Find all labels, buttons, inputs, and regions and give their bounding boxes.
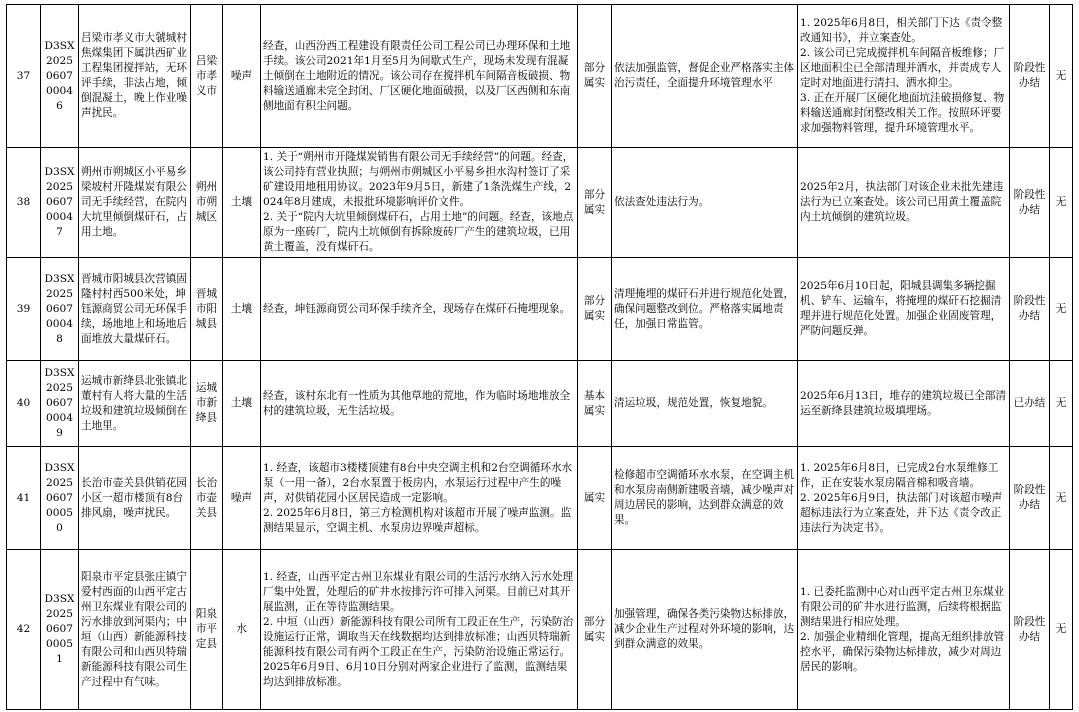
accountability-cell: 无 (1050, 148, 1073, 258)
row-number-cell: 41 (7, 447, 41, 550)
complaint-code-cell: D3SX2025060700048 (41, 258, 79, 361)
investigation-finding-cell: 1. 经查，该超市3楼楼顶建有8台中央空调主机和2台空调循环水水泵（一用一备），2台水泵置于板房内，水泵运行过程中产生的噪声，对供销花园小区居民造成一定影响。 2. 2025年6月8日，第三方检测机构对该超市开展了噪声监测。监测结果显示，空调主机、水泵房边界噪声超标。 (261, 447, 578, 550)
case-status-cell: 已办结 (1010, 361, 1050, 447)
complaint-content-cell: 晋城市阳城县次营镇固隆村村西500米处，坤钰源商贸公司无环保手续，场地地上和场地后面堆放大量煤矸石。 (79, 258, 191, 361)
administrative-area-cell: 吕梁市孝义市 (191, 5, 223, 148)
investigation-finding-cell: 经查，该村东北有一性质为其他草地的荒地，作为临时场地堆放全村的建筑垃圾，无生活垃圾。 (261, 361, 578, 447)
accountability-cell: 无 (1050, 361, 1073, 447)
pollution-type-cell: 噪声 (223, 447, 261, 550)
investigation-finding-cell: 经查，坤钰源商贸公司环保手续齐全，现场存在煤矸石掩埋现象。 (261, 258, 578, 361)
investigation-finding-cell: 1. 关于“朔州市开隆煤炭销售有限公司无手续经营”的问题。经查，该公司持有营业执照；与朔州市朔城区小平易乡担水沟村签订了采矿建设用地租用协议。2023年9月5日，新建了1条洗煤生产线，2024年8月建成，未报批环境影响评价文件。 2. 关于“院内大坑里倾倒煤矸石，占用土地”的问题。经查，该地点原为一座砖厂，院内土坑倾倒有拆除废砖厂产生的建筑垃圾，已用黄土覆盖，没有煤矸石。 (261, 148, 578, 258)
table-row (7, 550, 1073, 710)
complaint-code-cell: D3SX2025060700046 (41, 5, 79, 148)
case-status-cell: 阶段性办结 (1010, 550, 1050, 710)
verdict-cell: 部分属实 (578, 550, 612, 710)
rectification-progress-cell: 2025年6月13日，堆存的建筑垃圾已全部清运至新绛县建筑垃圾填埋场。 (798, 361, 1010, 447)
table-row (7, 148, 1073, 258)
rectification-progress-cell: 1. 2025年6月8日，已完成2台水泵维修工作，正在安装水泵房隔音棉和吸音墙。 2. 2025年6月9日，执法部门对该超市噪声超标违法行为立案查处，并下达《责令改正违法行为决定书》。 (798, 447, 1010, 550)
pollution-type-cell: 噪声 (223, 5, 261, 148)
case-status-cell: 阶段性办结 (1010, 447, 1050, 550)
complaint-content-cell: 阳泉市平定县张庄镇宁爱村西面的山西平定古州卫东煤业有限公司的污水排放到河渠内；中垣（山西）新能源科技有限公司和山西贝特瑞新能源科技有限公司生产过程中有气味。 (79, 550, 191, 710)
verdict-cell: 属实 (578, 447, 612, 550)
verdict-cell: 部分属实 (578, 258, 612, 361)
row-number-cell: 37 (7, 5, 41, 148)
case-status-cell: 阶段性办结 (1010, 258, 1050, 361)
row-number-cell: 40 (7, 361, 41, 447)
handling-measure-cell: 检修超市空调循环水水泵，在空调主机和水泵房南侧新建吸音墙，减少噪声对周边居民的影响，达到群众满意的效果。 (612, 447, 798, 550)
case-status-cell: 阶段性办结 (1010, 148, 1050, 258)
rectification-progress-cell: 1. 已委托监测中心对山西平定古州卫东煤业有限公司的矿井水进行监测，后续将根据监测结果进行相应处理。 2. 加强企业精细化管理，提高无组织排放管控水平，确保污染物达标排放，减少对周边居民的影响。 (798, 550, 1010, 710)
investigation-finding-cell: 经查，山西汾西工程建设有限责任公司工程公司已办理环保和土地手续。该公司2021年1月至5月为间歇式生产，现场未发现有混凝土倾倒在土地附近的情况。该公司存在搅拌机车间隔音板破损、物料输送通廊未完全封闭、厂区硬化地面破损，以及厂区西侧和东南侧地面有积尘问题。 (261, 5, 578, 148)
verdict-cell: 部分属实 (578, 5, 612, 148)
pollution-type-cell: 土壤 (223, 148, 261, 258)
pollution-type-cell: 土壤 (223, 361, 261, 447)
complaint-code-cell: D3SX2025060700049 (41, 361, 79, 447)
handling-measure-cell: 清运垃圾，规范处置，恢复地貌。 (612, 361, 798, 447)
pollution-type-cell: 水 (223, 550, 261, 710)
administrative-area-cell: 阳泉市平定县 (191, 550, 223, 710)
complaint-content-cell: 运城市新绛县北张镇北董村有人将大量的生活垃圾和建筑垃圾倾倒在土地里。 (79, 361, 191, 447)
complaint-code-cell: D3SX2025060700047 (41, 148, 79, 258)
table-row (7, 5, 1073, 148)
accountability-cell: 无 (1050, 550, 1073, 710)
complaint-content-cell: 朔州市朔城区小平易乡梁坡村开隆煤炭有限公司无手续经营，在院内大坑里倾倒煤矸石，占用土地。 (79, 148, 191, 258)
investigation-finding-cell: 1. 经查，山西平定古州卫东煤业有限公司的生活污水纳入污水处理厂集中处置，处理后的矿井水按排污许可排入河渠。目前已对其开展监测，正在等待监测结果。 2. 中垣（山西）新能源科技有限公司所有工段正在生产，污染防治设施运行正常，调取当天在线数据均达到排放标准；山西贝特瑞新能源科技有限公司有两个工段正在生产，污染防治设施正常运行。2025年6月9日、6月10日分别对两家企业进行了监测，监测结果均达到排放标准。 (261, 550, 578, 710)
accountability-cell: 无 (1050, 258, 1073, 361)
handling-measure-cell: 依法查处违法行为。 (612, 148, 798, 258)
administrative-area-cell: 长治市壶关县 (191, 447, 223, 550)
complaint-code-cell: D3SX2025060700051 (41, 550, 79, 710)
complaint-code-cell: D3SX2025060700050 (41, 447, 79, 550)
administrative-area-cell: 晋城市阳城县 (191, 258, 223, 361)
verdict-cell: 基本属实 (578, 361, 612, 447)
case-status-cell: 阶段性办结 (1010, 5, 1050, 148)
accountability-cell: 无 (1050, 5, 1073, 148)
table-row (7, 361, 1073, 447)
handling-measure-cell: 清理掩埋的煤矸石并进行规范化处置，确保问题整改到位。严格落实属地责任，加强日常监管。 (612, 258, 798, 361)
accountability-cell: 无 (1050, 447, 1073, 550)
rectification-progress-cell: 1. 2025年6月8日，相关部门下达《责令整改通知书》，并立案查处。 2. 该公司已完成搅拌机车间隔音板维修；厂区地面积尘已全部清理并洒水，并责成专人定时对地面进行清扫、洒水抑尘。 3. 正在开展厂区硬化地面坑洼破损修复、物料输送通廊封闭整改相关工作。按照环评要求加强物料管理，提升环境管理水平。 (798, 5, 1010, 148)
administrative-area-cell: 运城市新绛县 (191, 361, 223, 447)
administrative-area-cell: 朔州市朔城区 (191, 148, 223, 258)
table-row (7, 258, 1073, 361)
complaint-table (6, 4, 1073, 710)
complaint-content-cell: 吕梁市孝义市大虢城村焦煤集团下属洪西矿业工程集团搅拌站，无环评手续，非法占地，倾倒混凝土，晚上作业噪声扰民。 (79, 5, 191, 148)
pollution-type-cell: 土壤 (223, 258, 261, 361)
handling-measure-cell: 加强管理，确保各类污染物达标排放，减少企业生产过程对外环境的影响，达到群众满意的效果。 (612, 550, 798, 710)
complaint-content-cell: 长治市壶关县供销花园小区一超市楼顶有8台排风扇，噪声扰民。 (79, 447, 191, 550)
handling-measure-cell: 依法加强监管，督促企业严格落实主体治污责任，全面提升环境管理水平 (612, 5, 798, 148)
row-number-cell: 39 (7, 258, 41, 361)
table-row (7, 447, 1073, 550)
rectification-progress-cell: 2025年6月10日起，阳城县调集多辆挖掘机、铲车、运输车，将掩埋的煤矸石挖掘清理并进行规范化处置。加强企业固废管理，严防问题反弹。 (798, 258, 1010, 361)
verdict-cell: 部分属实 (578, 148, 612, 258)
rectification-progress-cell: 2025年2月，执法部门对该企业未批先建违法行为已立案查处。该公司已用黄土覆盖院内土坑倾倒的建筑垃圾。 (798, 148, 1010, 258)
row-number-cell: 38 (7, 148, 41, 258)
row-number-cell: 42 (7, 550, 41, 710)
